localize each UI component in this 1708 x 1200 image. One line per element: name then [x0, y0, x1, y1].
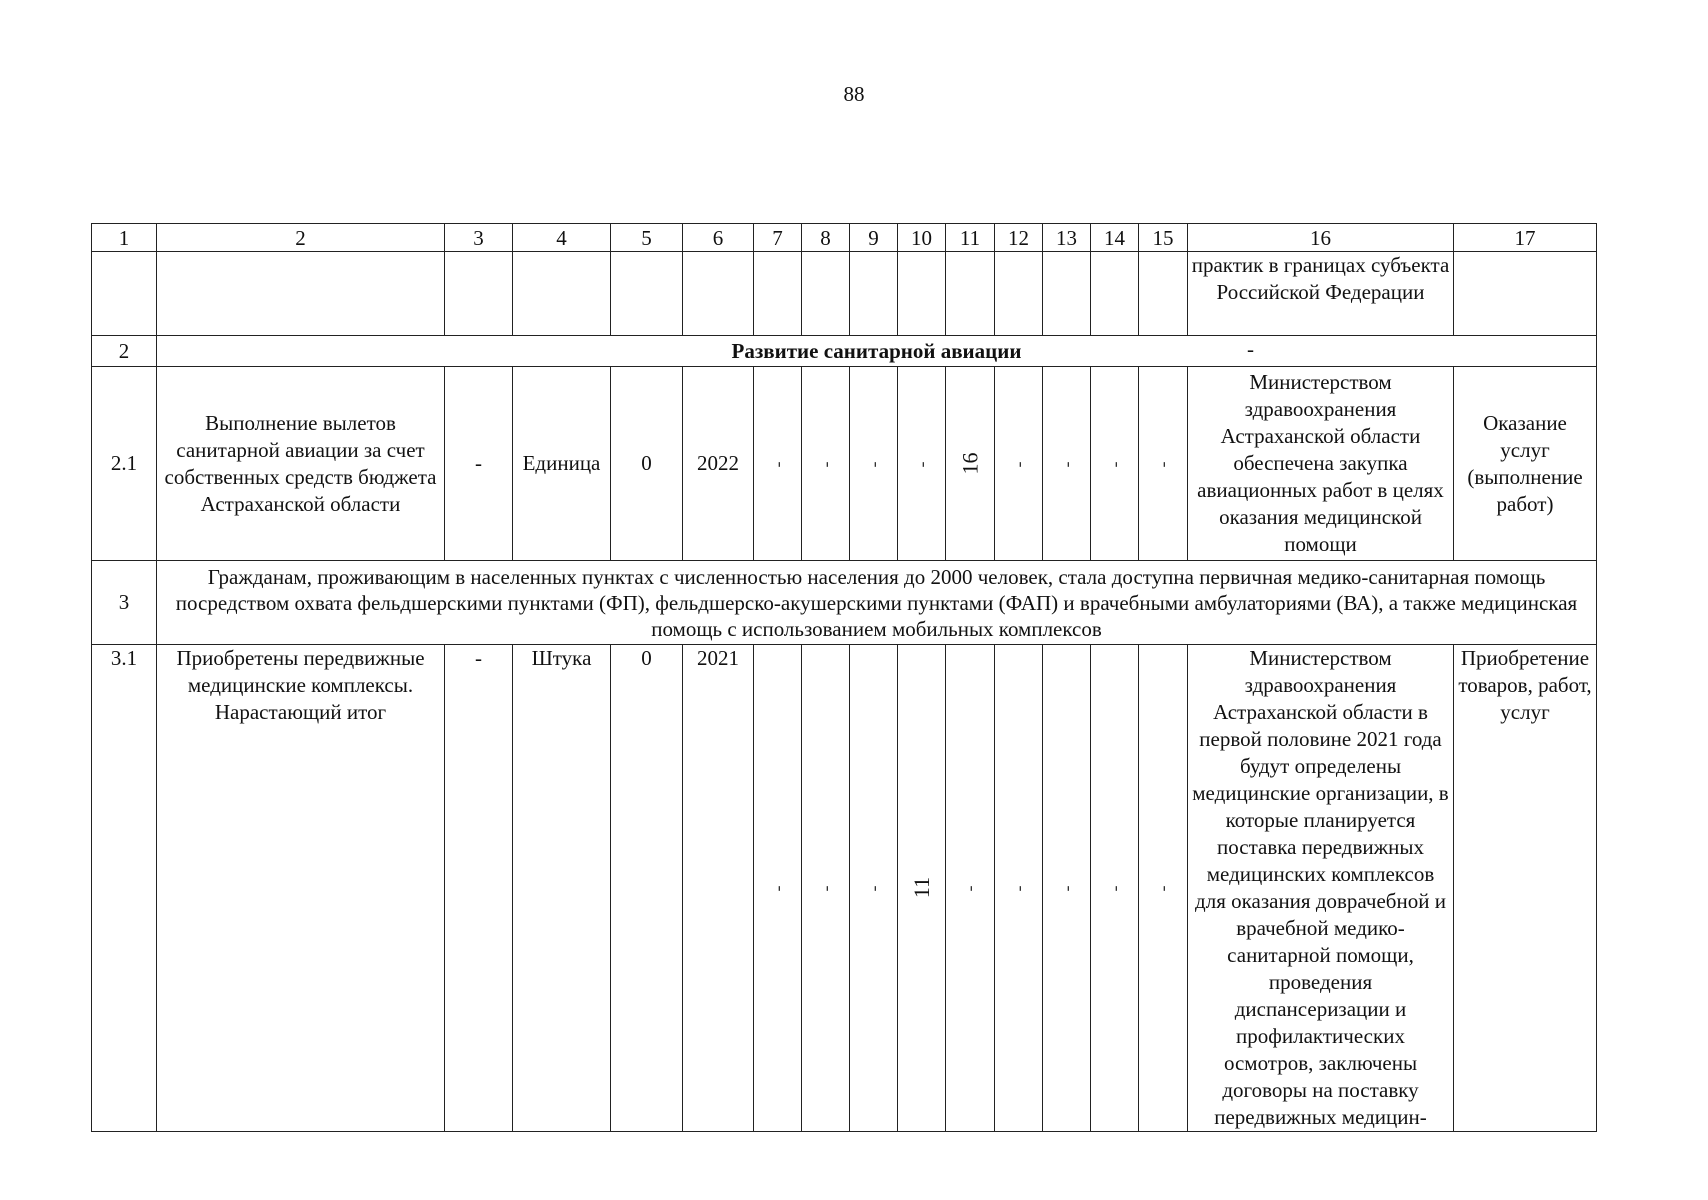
responsible-text: Министерством здравоохранения Астраханской области обеспечена закупка авиационных работ в целях оказания медицинской помощи — [1188, 367, 1454, 561]
value-2023: 16 — [957, 452, 983, 474]
indicator-name: Приобретены передвижные медицинские комплексы. Нарастающий итог — [157, 645, 445, 1132]
row-number: 3.1 — [92, 645, 157, 1132]
section-title: Развитие санитарной авиации — [731, 338, 1022, 363]
value-2021: - — [863, 885, 883, 892]
col-header: 11 — [946, 224, 995, 252]
column-number-row — [92, 224, 1597, 252]
value-2027: - — [1152, 885, 1173, 892]
value-2019: - — [767, 461, 787, 467]
base-year: 2021 — [683, 645, 754, 1132]
responsible-text: Министерством здравоохранения Астраханской области в первой половине 2021 года будут определены медицинские организации, в которые планируется поставка передвижных медицинских комплексов для оказания доврачебной и врачебной медико-санитарной помощи, проведения диспансеризации и профилактических осмотров, заключены договоры на поставку передвижных медицин- — [1188, 645, 1454, 1132]
value-2023: - — [959, 885, 980, 892]
col-header: 17 — [1454, 224, 1597, 252]
col-header: 10 — [898, 224, 946, 252]
value-2024: - — [1008, 885, 1028, 892]
section-number: 2 — [92, 336, 157, 367]
col-header: 13 — [1043, 224, 1091, 252]
col-header: 16 — [1188, 224, 1454, 252]
row-number: 2.1 — [92, 367, 157, 561]
value-2019: - — [767, 885, 787, 892]
section-number: 3 — [92, 561, 157, 645]
unit: Единица — [513, 367, 611, 561]
col-header: 3 — [445, 224, 513, 252]
value-2021: - — [863, 461, 883, 467]
col-header: 15 — [1139, 224, 1188, 252]
col-header: 5 — [611, 224, 683, 252]
table-row — [92, 645, 1597, 1132]
section-title: Гражданам, проживающим в населенных пунктах с численностью населения до 2000 человек, стала доступна первичная медико-санитарная помощь посредством охвата фельдшерскими пунктами (ФП), фельдшерско-акушерскими пунктами (ФАП) и врачебными амбулаториями (ВА), а также медицинская помощь с использованием мобильных комплексов — [157, 561, 1597, 645]
col-header: 7 — [754, 224, 802, 252]
stray-mark: - — [1247, 337, 1254, 361]
table-row — [92, 367, 1597, 561]
value-2020: - — [815, 885, 835, 892]
value-2026: - — [1104, 461, 1124, 467]
section-row — [92, 561, 1597, 645]
col3-value: - — [445, 367, 513, 561]
col-header: 9 — [850, 224, 898, 252]
col-header: 8 — [802, 224, 850, 252]
value-2026: - — [1104, 885, 1124, 892]
value-2022: 11 — [909, 876, 934, 899]
col-header: 2 — [157, 224, 445, 252]
result-type: Оказание услуг (выполнение работ) — [1454, 367, 1597, 561]
continuation-row — [92, 252, 1597, 336]
section-row — [92, 336, 1597, 367]
col-header: 1 — [92, 224, 157, 252]
col3-value: - — [445, 645, 513, 1132]
base-year: 2022 — [683, 367, 754, 561]
col-header: 14 — [1091, 224, 1139, 252]
continuation-text: практик в границах субъекта Российской Федерации — [1188, 252, 1454, 336]
col-header: 6 — [683, 224, 754, 252]
value-2027: - — [1152, 461, 1173, 467]
unit: Штука — [513, 645, 611, 1132]
col-header: 4 — [513, 224, 611, 252]
base-value: 0 — [611, 645, 683, 1132]
value-2022: - — [911, 461, 931, 467]
base-value: 0 — [611, 367, 683, 561]
col-header: 12 — [995, 224, 1043, 252]
value-2024: - — [1008, 461, 1028, 467]
page-number: 88 — [843, 82, 865, 106]
result-type: Приобретение товаров, работ, услуг — [1454, 645, 1597, 1132]
program-table — [91, 223, 1597, 1132]
value-2025: - — [1056, 461, 1076, 467]
value-2025: - — [1056, 885, 1076, 892]
indicator-name: Выполнение вылетов санитарной авиации за счет собственных средств бюджета Астраханской области — [157, 367, 445, 561]
value-2020: - — [815, 461, 835, 467]
